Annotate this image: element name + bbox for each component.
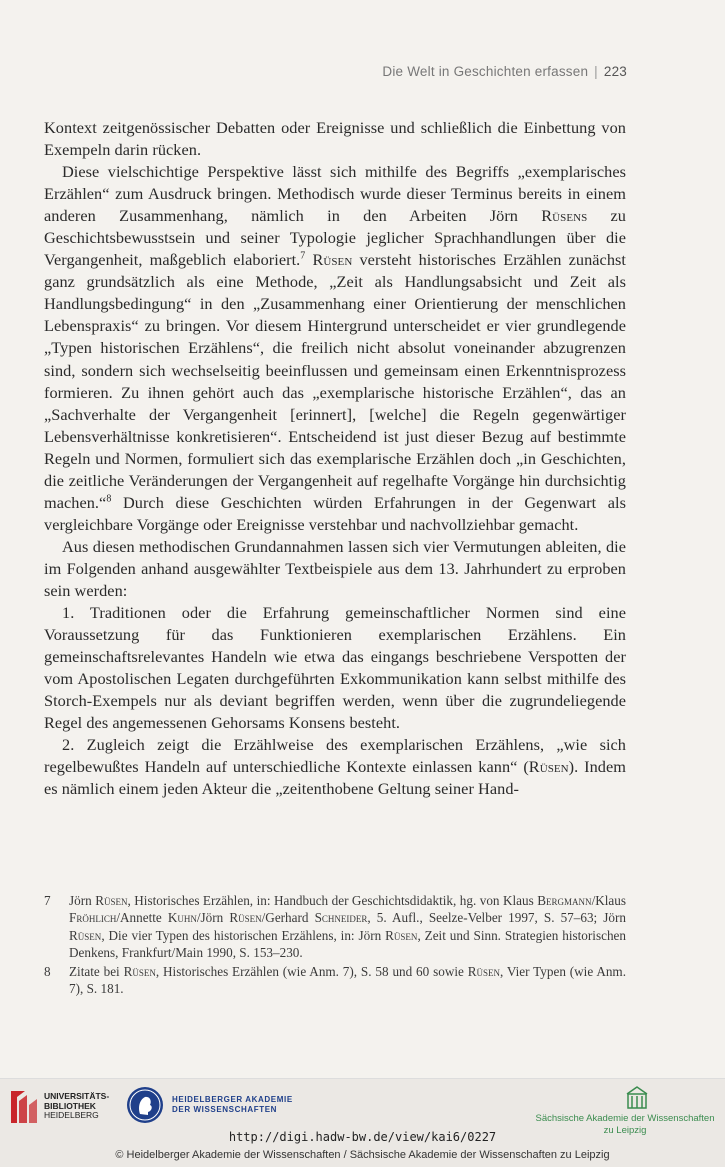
p2-text-a: Diese vielschichtige Perspektive lässt sich mithilfe des Begriffs „exemplarisches Erzählen“ zum Ausdruck bringen. Methodisch wurde dieser Terminus bereits in einem anderen Zusammenhang, nämlich in den Arbeiten Jörn: [44, 162, 626, 226]
footnote-fragment: Zitate bei: [69, 963, 124, 979]
heidelberg-academy-name[interactable]: [172, 1095, 293, 1115]
saxon-academy-building-icon[interactable]: [626, 1084, 648, 1110]
author-name: Bergmann: [537, 893, 592, 908]
sa-line-2: zu Leipzig: [603, 1125, 647, 1136]
author-name: Rüsen: [229, 910, 262, 926]
author-name: Kuhn: [167, 910, 197, 926]
footnote-fragment: , Zeit und Sinn. Strategien historischen Denkens, Frankfurt/Main 1990, S. 153–230.: [69, 927, 626, 961]
author-name: Rüsen: [95, 893, 128, 908]
university-library-name[interactable]: [44, 1092, 109, 1121]
permalink-url[interactable]: http://digi.hadw-bw.de/view/kai6/0227: [228, 1130, 497, 1144]
author-name: Rüsen: [528, 757, 569, 777]
footnote-fragment: /Gerhard: [261, 910, 315, 926]
footnote-text: [69, 963, 626, 998]
paragraph-2: [44, 161, 626, 536]
university-library-logo-icon[interactable]: [9, 1087, 39, 1125]
body-text: [44, 117, 626, 800]
author-name: Rüsen: [312, 250, 353, 270]
ub-line-2: BIBLIOTHEK: [44, 1100, 96, 1111]
p2-text-e: Durch diese Geschichten würden Erfahrungen in der Gegenwart als vergleichbare Vorgänge oder Ereignisse verstehbar und nachvollziehbar gemacht.: [44, 492, 626, 534]
footnote-7: [44, 892, 626, 962]
footnote-fragment: /Klaus: [591, 893, 626, 908]
digitization-footer: [0, 1078, 725, 1167]
author-name: Rüsen: [123, 963, 156, 979]
footnotes: [44, 892, 626, 998]
footnote-fragment: /Annette: [116, 910, 168, 926]
p5-text-b: ). Indem es nämlich einem jeden Akteur die „zeitenthobene Geltung seiner Hand-: [44, 757, 626, 799]
footnote-ref-7[interactable]: 7: [300, 250, 306, 262]
p2-text-d: versteht historisches Erzählen zunächst ganz grundsätzlich als eine Methode, „Zeit als Handlungsabsicht und Zeit als Handlungsbedingung“ in den „Zusammenhang einer Orientierung der menschlichen Lebenspraxis“ zu bringen. Vor diesem Hintergrund unterscheidet er vier grundlegende „Typen historischen Erzählens“, die freilich nicht absolut voneinander abzugrenzen sind, sondern sich wechselseitig beeinflussen und gemeinsam einen Erkenntnisprozess formieren. Zu ihnen gehört auch das „exemplarische historische Erzählen“, das an „Sachverhalte der Vergangenheit [erinnert], [welche] die Regeln gegenwärtiger Lebensverhältnisse konkretisieren“. Entscheidend ist just dieser Bezug auf bestimmte Regeln und Normen, formuliert sich das exemplarische Erzählen doch „in Geschichten, die zeitliche Veränderungen der Vergangenheit auf regelhafte Vorgänge hin durchsichtig machen.“: [44, 250, 626, 512]
hd-line-1: HEIDELBERGER AKADEMIE: [172, 1095, 293, 1104]
paragraph-3: Aus diesen methodischen Grundannahmen lassen sich vier Vermutungen ableiten, die im Folgenden anhand ausgewählter Textbeispiele aus dem 13. Jahrhundert zu erproben sein werden:: [44, 536, 626, 600]
page-number: 223: [603, 64, 627, 79]
author-name: Schneider: [314, 910, 368, 926]
footnote-number: 7: [44, 893, 51, 908]
running-header: [382, 64, 627, 79]
footnote-fragment: , Vier Typen (wie Anm. 7), S. 181.: [69, 963, 626, 997]
footnote-fragment: , Die vier Typen des historischen Erzählens, in: Jörn: [101, 927, 386, 943]
footnote-fragment: , Historisches Erzählen, in: Handbuch der Geschichtsdidaktik, hg. von Klaus: [127, 893, 538, 908]
header-separator: |: [594, 64, 598, 79]
paragraph-1: Kontext zeitgenössischer Debatten oder Ereignisse und schließlich die Einbettung von Exempeln darin rücken.: [44, 118, 626, 160]
running-title: Die Welt in Geschichten erfassen: [382, 64, 589, 79]
paragraph-4: 1. Traditionen oder die Erfahrung gemeinschaftlicher Normen sind eine Voraussetzung für das Funktionieren exemplarischen Erzählens. Ein gemeinschaftsrelevantes Handeln wie etwa das eingangs beschriebene Verspotten der vom Apostolischen Legaten durchgeführten Exkommunikation kann selbst mithilfe des Storch-Exempels nur als deviant begriffen werden, wenn über die zugrundeliegende Regel des angemessenen Gehorsams Konsens besteht.: [44, 603, 626, 733]
footnote-fragment: Jörn: [69, 893, 96, 908]
paragraph-5: [44, 734, 626, 800]
footnote-fragment: , 5. Aufl., Seelze-Velber 1997, S. 57–63; Jörn: [367, 910, 626, 926]
author-name: Rüsens: [541, 206, 588, 226]
p5-text-a: 2. Zugleich zeigt die Erzählweise des exemplarischen Erzählens, „wie sich regelbewußtes Handeln auf unterschiedliche Kontexte einlassen kann“ (: [44, 735, 626, 777]
hd-line-2: DER WISSENSCHAFTEN: [172, 1105, 278, 1114]
footnote-text: [69, 892, 626, 962]
author-name: Fröhlich: [69, 910, 117, 926]
copyright-notice: © Heidelberger Akademie der Wissenschaften / Sächsische Akademie der Wissenschaften zu Leipzig: [115, 1149, 610, 1161]
author-name: Rüsen: [385, 927, 418, 943]
footnote-number: 8: [44, 963, 51, 979]
ub-line-3: HEIDELBERG: [44, 1110, 99, 1120]
sa-line-1: Sächsische Akademie der Wissenschaften: [535, 1113, 715, 1124]
author-name: Rüsen: [467, 963, 501, 979]
footnote-fragment: , Historisches Erzählen (wie Anm. 7), S. 58 und 60 sowie: [155, 963, 468, 979]
author-name: Rüsen: [69, 927, 102, 943]
footnote-8: [44, 963, 626, 998]
footnote-fragment: /Jörn: [196, 910, 230, 926]
academy-seal-icon[interactable]: [126, 1086, 164, 1124]
footnote-ref-8[interactable]: 8: [106, 493, 112, 505]
p2-text-b: zu Geschichtsbewusstsein und seiner Typologie jeglicher Sprachhandlungen über die Vergangenheit, maßgeblich elaboriert.: [44, 206, 626, 270]
ub-line-1: UNIVERSITÄTS-: [44, 1091, 110, 1101]
